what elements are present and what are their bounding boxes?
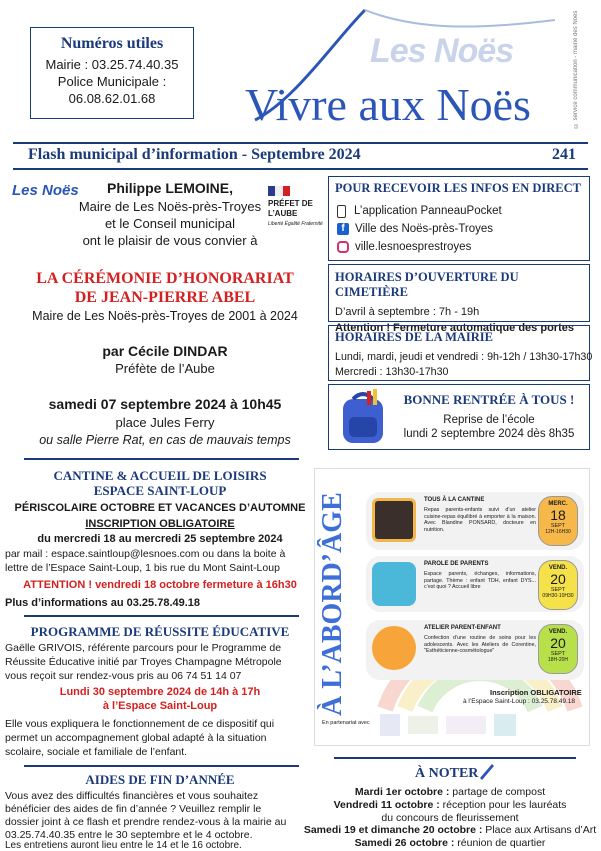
creative-face-icon <box>372 626 416 670</box>
masthead-title: Vivre aux Noës <box>245 79 531 130</box>
reussite-rule <box>24 615 299 617</box>
caf-logo-icon <box>494 714 516 736</box>
aides-title: AIDES DE FIN D’ANNÉE <box>85 772 235 787</box>
anoter-rule <box>334 757 576 759</box>
cantine-inscription: INSCRIPTION OBLIGATOIRE <box>85 518 235 530</box>
reussite-e1: Elle vous expliquera le fonctionnement de ce dispositif qui <box>5 718 275 730</box>
badge-month: SEPT <box>550 587 566 593</box>
event-desc: Repas parents-enfants suivi d’un atelier cuisine-repas équilibré à emporter à la maison. Avec Blandine PONSARD, docteure en nutrition. <box>424 507 536 533</box>
useful-numbers-title: Numéros utiles <box>60 35 164 52</box>
anoter-item: Mardi 1er octobre : partage de compost <box>354 786 546 798</box>
invite-line3: ont le plaisir de vous convier à <box>82 233 258 248</box>
flash-rule-bottom <box>13 168 588 170</box>
aides-l5: Les entretiens auront lieu entre le 14 et le 16 octobre. <box>5 840 242 851</box>
ceremony-title-2: DE JEAN-PIERRE ABEL <box>74 289 256 306</box>
rentree-title: BONNE RENTRÉE À TOUS ! <box>403 392 575 407</box>
event-desc: Confection d’une routine de soins pour les adolescents. Avec les Ateliers de Corentine, "Esthéticienne-cosmétologue" <box>424 635 536 654</box>
pen-icon <box>478 762 496 780</box>
cantine-mail-2: lettre de l’Espace Saint-Loup, 1 bis rue du Mont Saint-Loup <box>5 562 280 574</box>
abordage-inscription: Inscription OBLIGATOIRE <box>490 688 582 697</box>
ceremony-place: place Jules Ferry <box>115 415 215 430</box>
invite-logo: Les Noës <box>12 182 79 199</box>
anoter-item: Samedi 26 octobre : réunion de quartier <box>354 837 546 850</box>
partner-logos <box>380 712 570 738</box>
event-date-badge-2 <box>538 560 578 610</box>
cantine-dates: du mercredi 18 au mercredi 25 septembre 2024 <box>37 533 283 545</box>
facebook-icon: f <box>337 223 349 235</box>
phone-icon <box>337 205 346 218</box>
event-title: TOUS À LA CANTINE <box>424 497 485 503</box>
badge-month: SEPT <box>550 523 566 529</box>
reussite-p3: vous reçoit sur rendez-vous pris au 06 74 51 14 07 <box>5 670 242 682</box>
ceremony-prefete: Préfète de l’Aube <box>115 361 215 376</box>
rentree-line1: Reprise de l’école <box>443 414 535 426</box>
mairie-phone: Mairie : 03.25.74.40.35 <box>45 57 179 72</box>
event-title: ATELIER PARENT-ENFANT <box>424 625 501 631</box>
flash-number: 241 <box>552 146 576 163</box>
infos-box <box>328 176 590 261</box>
abordage-partner: En partenariat avec <box>322 720 370 726</box>
mairie-line1: Lundi, mardi, jeudi et vendredi : 9h-12h / 13h30-17h30 <box>335 351 593 363</box>
infos-item-label: L’application PanneauPocket <box>354 205 502 217</box>
aides-l4: 03.25.74.40.35 entre le 30 septembre et le 4 octobre. <box>5 829 253 841</box>
cantine-mail-1: par mail : espace.saintloup@lesnoes.com ou dans la boite à <box>5 548 286 560</box>
prefet-devise: Liberté Égalité Fraternité <box>268 221 323 227</box>
infos-item-facebook[interactable] <box>337 220 589 238</box>
badge-time: 12H-16H30 <box>545 529 571 535</box>
badge-time: 09H30-10H30 <box>542 593 574 599</box>
badge-time: 18H-20H <box>547 657 568 663</box>
cantine-attention: ATTENTION ! vendredi 18 octobre fermeture à 16h30 <box>23 579 297 591</box>
badge-num: 20 <box>550 571 566 587</box>
event-date-badge-3 <box>538 624 578 674</box>
aides-l2: bénéficier des aides de fin d’année ? Veuillez remplir le <box>5 803 262 815</box>
cantine-title-1: CANTINE & ACCUEIL DE LOISIRS <box>53 468 267 483</box>
invite-line2: et le Conseil municipal <box>104 216 236 231</box>
badge-num: 18 <box>550 507 566 523</box>
french-flag-icon <box>268 186 290 196</box>
reussite-e2: permet un accompagnement global adapté à la situation <box>5 732 267 744</box>
invite-header <box>60 180 280 248</box>
cimetiere-line2: Attention ! Fermeture automatique des portes <box>335 322 574 334</box>
useful-numbers-box <box>30 27 194 119</box>
infos-item-instagram[interactable] <box>337 238 589 256</box>
cantine-subtitle: PÉRISCOLAIRE OCTOBRE ET VACANCES D’AUTOMNE <box>14 502 306 514</box>
cite-educative-logo-icon <box>446 716 486 734</box>
anoter-item: du concours de fleurissement <box>381 811 519 824</box>
flash-label: Flash municipal d’information - Septembre 2024 <box>28 146 361 163</box>
anoter-title: À NOTER <box>415 766 479 781</box>
reussite-when: Lundi 30 septembre 2024 de 14h à 17h <box>59 686 261 698</box>
infos-item-label: Ville des Noës-près-Troyes <box>355 223 494 235</box>
cantine-rule <box>24 458 299 460</box>
flash-rule-top <box>13 142 588 144</box>
prefecture-logo-icon <box>380 714 400 736</box>
reussite-p1: Gaëlle GRIVOIS, référente parcours pour le Programme de <box>5 642 282 654</box>
ceremony-title-1: LA CÉRÉMONIE D’HONORARIAT <box>36 270 294 287</box>
abordage-inscription-2: à l’Espace Saint-Loup : 03.25.78.49.18 <box>463 698 576 705</box>
infos-item-panneaupocket[interactable] <box>337 202 589 220</box>
prefet-block <box>268 186 324 227</box>
ceremony-mayor-line: Maire de Les Noës-près-Troyes de 2001 à 2024 <box>32 309 298 323</box>
cantine-title-2: ESPACE SAINT-LOUP <box>93 483 227 498</box>
aides-l3: dossier joint à ce flash et prendre rendez-vous à la mairie au <box>5 816 287 828</box>
reussite-where: à l’Espace Saint-Loup <box>102 700 218 712</box>
infos-item-label: ville.lesnoesprestroyes <box>355 241 472 253</box>
cantine-plus: Plus d’informations au 03.25.78.49.18 <box>5 597 201 609</box>
mairie-title: HORAIRES DE LA MAIRIE <box>335 330 494 344</box>
mairie-box <box>328 325 593 381</box>
reussite-e3: scolaire, sociale et familiale de l’enfant. <box>5 746 188 758</box>
reussite-p2: Réussite Éducative initié par Troyes Champagne Métropole <box>5 656 282 668</box>
badge-day: VEND. <box>548 565 568 571</box>
ceremony-alt-place: ou salle Pierre Rat, en cas de mauvais temps <box>39 433 291 447</box>
event-date-badge-1 <box>538 496 578 546</box>
badge-month: SEPT <box>550 651 566 657</box>
instagram-icon <box>337 241 349 253</box>
cimetiere-title: HORAIRES D’OUVERTURE DU CIMETIÈRE <box>335 270 519 299</box>
infos-title: POUR RECEVOIR LES INFOS EN DIRECT <box>335 181 581 195</box>
invite-line1: Maire de Les Noës-près-Troyes <box>78 199 262 214</box>
badge-day: VEND. <box>548 629 568 635</box>
rentree-line2: lundi 2 septembre 2024 dès 8h35 <box>403 428 575 440</box>
aides-rule <box>24 765 299 767</box>
backpack-icon <box>337 389 389 447</box>
prefet-label: PRÉFET DE L’AUBE <box>268 199 313 218</box>
ceremony-by: par Cécile DINDAR <box>102 343 228 359</box>
cimetiere-line1: D’avril à septembre : 7h - 19h <box>335 306 480 318</box>
ceremony-date: samedi 07 septembre 2024 à 10h45 <box>48 396 282 412</box>
kitchen-icon <box>372 498 416 542</box>
badge-day: MERC. <box>548 501 568 507</box>
police-phone: 06.08.62.01.68 <box>68 91 156 106</box>
police-label: Police Municipale : <box>57 74 167 89</box>
vertical-credit: © service communication - mairie des Noës <box>573 10 579 128</box>
anoter-item: Vendredi 11 octobre : réception pour les lauréats <box>333 798 567 811</box>
invite-name: Philippe LEMOINE, <box>106 180 233 196</box>
ministry-logo-icon <box>408 716 438 734</box>
mairie-line2: Mercredi : 13h30-17h30 <box>335 366 449 378</box>
anoter-item: Samedi 19 et dimanche 20 octobre : Place aux Artisans d’Art <box>303 824 597 837</box>
infos-list <box>337 202 589 256</box>
badge-num: 20 <box>550 635 566 651</box>
aides-l1: Vous avez des difficultés financières et vous souhaitez <box>5 790 259 802</box>
event-desc: Espace parents, échanges, informations, partage. Thème : enfant TDH, enfant DYS... c’est quoi ? Accueil libre <box>424 571 536 590</box>
anoter-list <box>300 786 600 850</box>
event-title: PAROLE DE PARENTS <box>424 561 489 567</box>
cimetiere-box <box>328 264 590 334</box>
speech-bubbles-icon <box>372 562 416 606</box>
reussite-title: PROGRAMME DE RÉUSSITE ÉDUCATIVE <box>30 624 290 639</box>
rentree-box <box>328 384 590 450</box>
masthead-logo-watermark: Les Noës <box>370 32 514 70</box>
abordage-vertical-title: À L’ABORD’ÂGE <box>317 492 348 716</box>
